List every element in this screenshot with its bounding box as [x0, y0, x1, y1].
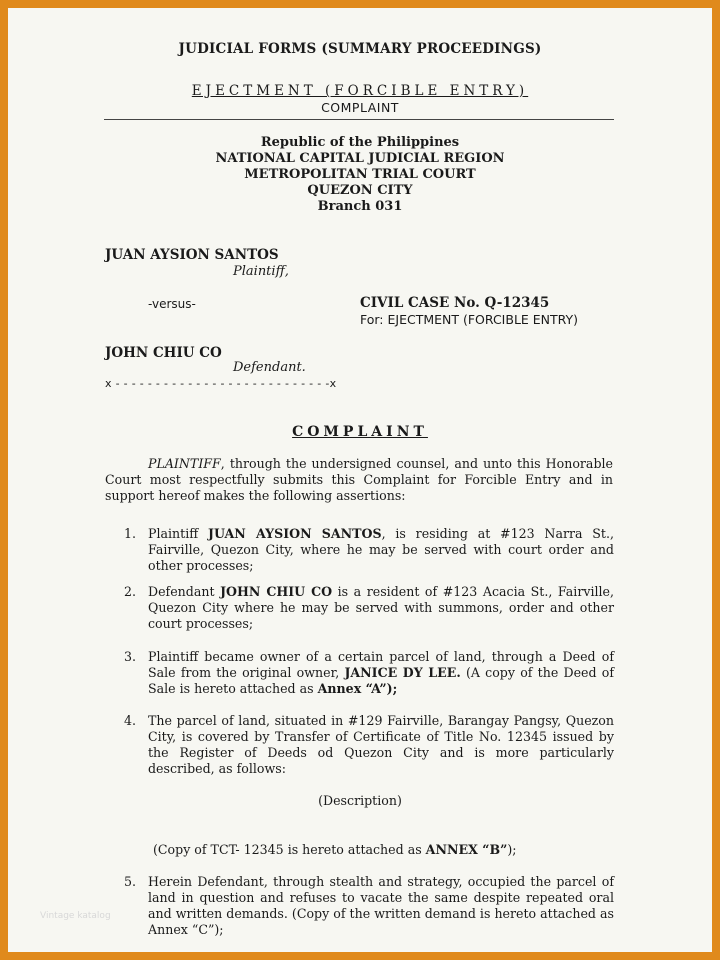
item-text: Plaintiff	[148, 526, 208, 541]
item-number: 2.	[124, 584, 137, 599]
annex-b-end: );	[507, 842, 517, 857]
item-annex: Annex “A”);	[317, 681, 398, 696]
item-text: Herein Defendant, through stealth and strategy, occupied the parcel of land in question and refuses to vacate the same despite repeated oral and written demands. (Copy of the written demand is hereto attached as Annex “C”);	[148, 874, 614, 937]
item-text: Defendant	[148, 584, 221, 599]
item-text: (A copy of the Deed of Sale is hereto attached as	[148, 665, 614, 696]
defendant-role: Defendant.	[233, 360, 306, 375]
annex-b-note	[153, 842, 517, 857]
court-republic: Republic of the Philippines	[260, 135, 460, 150]
case-number: CIVIL CASE No. Q-12345	[360, 295, 550, 311]
item-text: , is residing at #123 Narra St., Fairville, Quezon City, where he may be served with court order and other processes;	[148, 526, 614, 573]
annex-b-label: ANNEX “B”	[425, 842, 508, 857]
item-number: 4.	[124, 713, 137, 728]
item-party: JANICE DY LEE.	[344, 665, 461, 680]
list-item	[124, 526, 614, 574]
plaintiff-role: Plaintiff,	[233, 264, 289, 279]
court-branch: Branch 031	[317, 199, 403, 214]
document-page	[8, 8, 712, 952]
list-item	[124, 584, 614, 632]
intro-lead: PLAINTIFF	[148, 456, 221, 471]
item-text: The parcel of land, situated in #129 Fairville, Barangay Pangsy, Quezon City, is covered by Transfer of Certificate of Title No. 12345 issued by the Register of Deeds od Quezon City and is more particularly described, as follows:	[148, 713, 614, 776]
list-item	[124, 874, 614, 938]
ejectment-title: EJECTMENT (FORCIBLE ENTRY)	[191, 83, 529, 99]
court-region: NATIONAL CAPITAL JUDICIAL REGION	[215, 151, 505, 166]
caption-separator: x - - - - - - - - - - - - - - - - - - - - - - - - - - -x	[105, 377, 337, 390]
list-item	[124, 649, 614, 697]
ejectment-subtitle: COMPLAINT	[321, 100, 399, 115]
annex-b-text: (Copy of TCT- 12345 is hereto attached as	[153, 842, 426, 857]
defendant-name: JOHN CHIU CO	[105, 345, 222, 361]
intro-text: , through the undersigned counsel, and unto this Honorable Court most respectfully submits this Complaint for Forcible Entry and in support hereof makes the following assertions:	[105, 456, 613, 503]
description-placeholder: (Description)	[318, 793, 402, 808]
court-trial: METROPOLITAN TRIAL COURT	[244, 167, 476, 182]
intro-paragraph	[105, 456, 613, 504]
item-number: 5.	[124, 874, 137, 889]
item-party: JOHN CHIU CO	[220, 584, 333, 599]
item-number: 3.	[124, 649, 137, 664]
item-party: JUAN AYSION SANTOS	[207, 526, 382, 541]
court-city: QUEZON CITY	[307, 183, 413, 198]
court-caption	[8, 135, 712, 215]
watermark: Vintage katalog	[40, 911, 111, 921]
complaint-heading: COMPLAINT	[292, 424, 428, 440]
versus-label: -versus-	[148, 297, 196, 311]
item-text: is a resident of #123 Acacia St., Fairville, Quezon City where he may be served with summons, order and other court processes;	[148, 584, 614, 631]
list-item	[124, 713, 614, 777]
form-title: JUDICIAL FORMS (SUMMARY PROCEEDINGS)	[178, 41, 542, 57]
case-subject: For: EJECTMENT (FORCIBLE ENTRY)	[360, 312, 579, 327]
plaintiff-name: JUAN AYSION SANTOS	[105, 247, 279, 263]
header-divider	[104, 119, 614, 120]
item-number: 1.	[124, 526, 137, 541]
item-text: Plaintiff became owner of a certain parcel of land, through a Deed of Sale from the original owner,	[148, 649, 614, 680]
